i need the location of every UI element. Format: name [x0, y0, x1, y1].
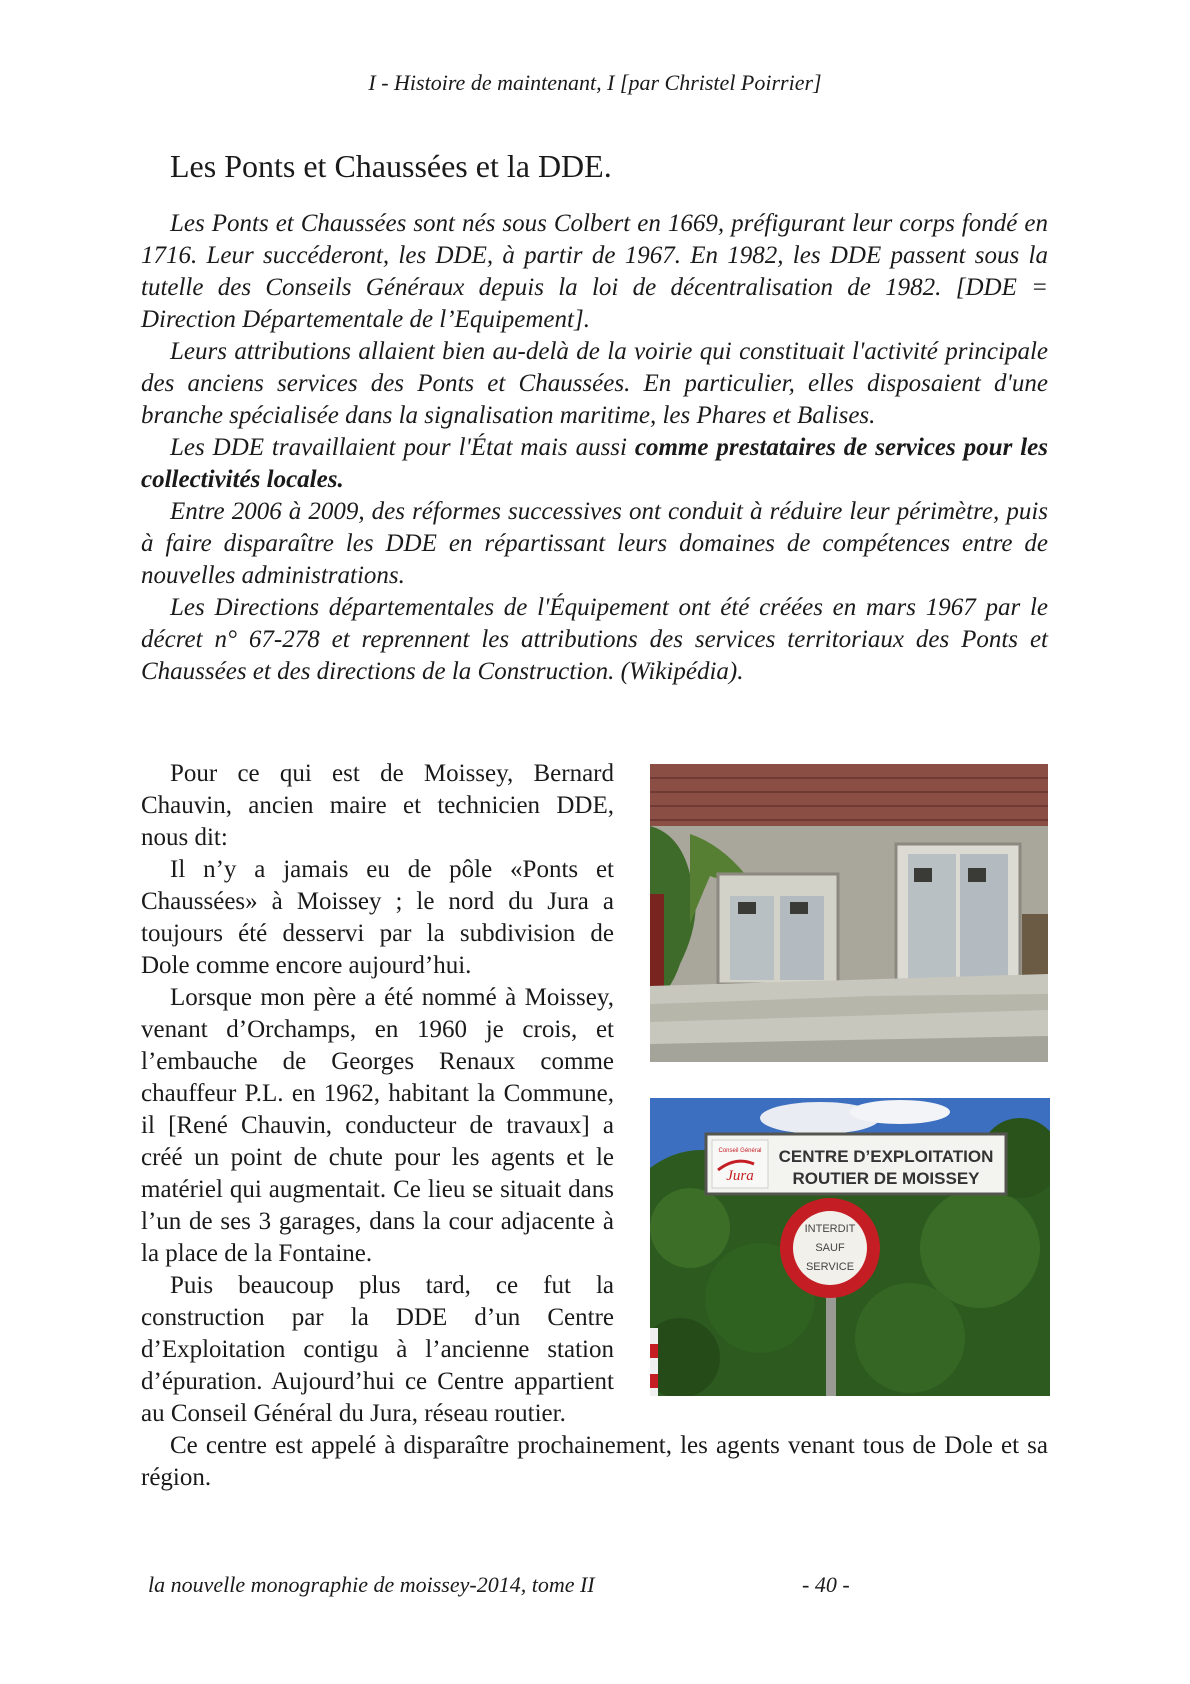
body-paragraph: Pour ce qui est de Moissey, Bernard Chauvin, ancien maire et technicien DDE, nous dit: [141, 760, 614, 851]
road-sign-photo [650, 1098, 1050, 1396]
intro-paragraph: Entre 2006 à 2009, des réformes successives ont conduit à réduire leur périmètre, puis à faire disparaître les DDE en répartissant leurs domaines de compétences entre de nouvelles administrations. [141, 498, 1048, 589]
photo-column [628, 758, 1048, 1398]
body-paragraph: Lorsque mon père a été nommé à Moissey, venant d’Orchamps, en 1960 je crois, et l’embauche de Georges Renaux comme chauffeur P.L. en 1962, habitant la Commune, il [René Chauvin, conducteur de travaux] a créé un point de chute pour les agents et le matériel qui augmentait. Ce lieu se situait dans l’un de ses 3 garages, dans la cour adjacente à la place de la Fontaine. [141, 984, 614, 1267]
sign-logo-text: Jura [726, 1168, 754, 1184]
page-number: - 40 - [802, 1572, 850, 1597]
body-paragraph: Il n’y a jamais eu de pôle «Ponts et Chaussées» à Moissey ; le nord du Jura a toujours été desservi par la subdivision de Dole comme encore aujourd’hui. [141, 856, 614, 979]
intro-paragraph: Leurs attributions allaient bien au-delà de la voirie qui constituait l'activité principale des anciens services des Ponts et Chaussées. En particulier, elles disposaient d'une branche spécialisée dans la signalisation maritime, les Phares et Balises. [141, 338, 1048, 429]
sign-line-2: ROUTIER DE MOISSEY [792, 1169, 980, 1188]
intro-paragraph [141, 432, 1048, 496]
disc-line-1: INTERDIT [804, 1223, 856, 1235]
disc-line-3: SERVICE [805, 1261, 855, 1273]
intro-quote [141, 208, 1048, 688]
intro-text: Les DDE travaillaient pour l'État mais aussi [170, 434, 635, 461]
disc-line-2: SAUF [815, 1242, 845, 1254]
body-paragraph: Puis beaucoup plus tard, ce fut la construction par la DDE d’un Centre d’Exploitation contigu à l’ancienne station d’épuration. Aujourd’hui ce Centre appartient au Conseil Général du Jura, réseau routier. [141, 1272, 614, 1427]
intro-paragraph: Les Ponts et Chaussées sont nés sous Colbert en 1669, préfigurant leur corps fondé en 1716. Leur succéderont, les DDE, à partir de 1967. En 1982, les DDE passent sous la tutelle des Conseils Généraux depuis la loi de décentralisation de 1982. [DDE = Direction Départementale de l’Equipement]. [141, 210, 1048, 333]
page-footer: la nouvelle monographie de moissey-2014, tome II [148, 1572, 595, 1597]
intro-emphasis: comme prestataires de services pour les collectivités locales. [141, 434, 1048, 493]
garage-photo [650, 764, 1048, 1062]
section-title: Les Ponts et Chaussées et la DDE. [170, 148, 612, 184]
intro-paragraph: Les Directions départementales de l'Équipement ont été créées en mars 1967 par le décret n° 67-278 et reprennent les attributions des services territoriaux des Ponts et Chaussées et des directions de la Construction. (Wikipédia). [141, 594, 1048, 685]
body-paragraph: Ce centre est appelé à disparaître prochainement, les agents venant tous de Dole et sa région. [141, 1432, 1048, 1491]
sign-line-1: CENTRE D’EXPLOITATION [778, 1147, 994, 1166]
sign-logo-small: Conseil Général [718, 1148, 762, 1154]
body-text [141, 758, 1048, 1494]
running-header: I - Histoire de maintenant, I [par Christel Poirrier] [368, 70, 822, 95]
